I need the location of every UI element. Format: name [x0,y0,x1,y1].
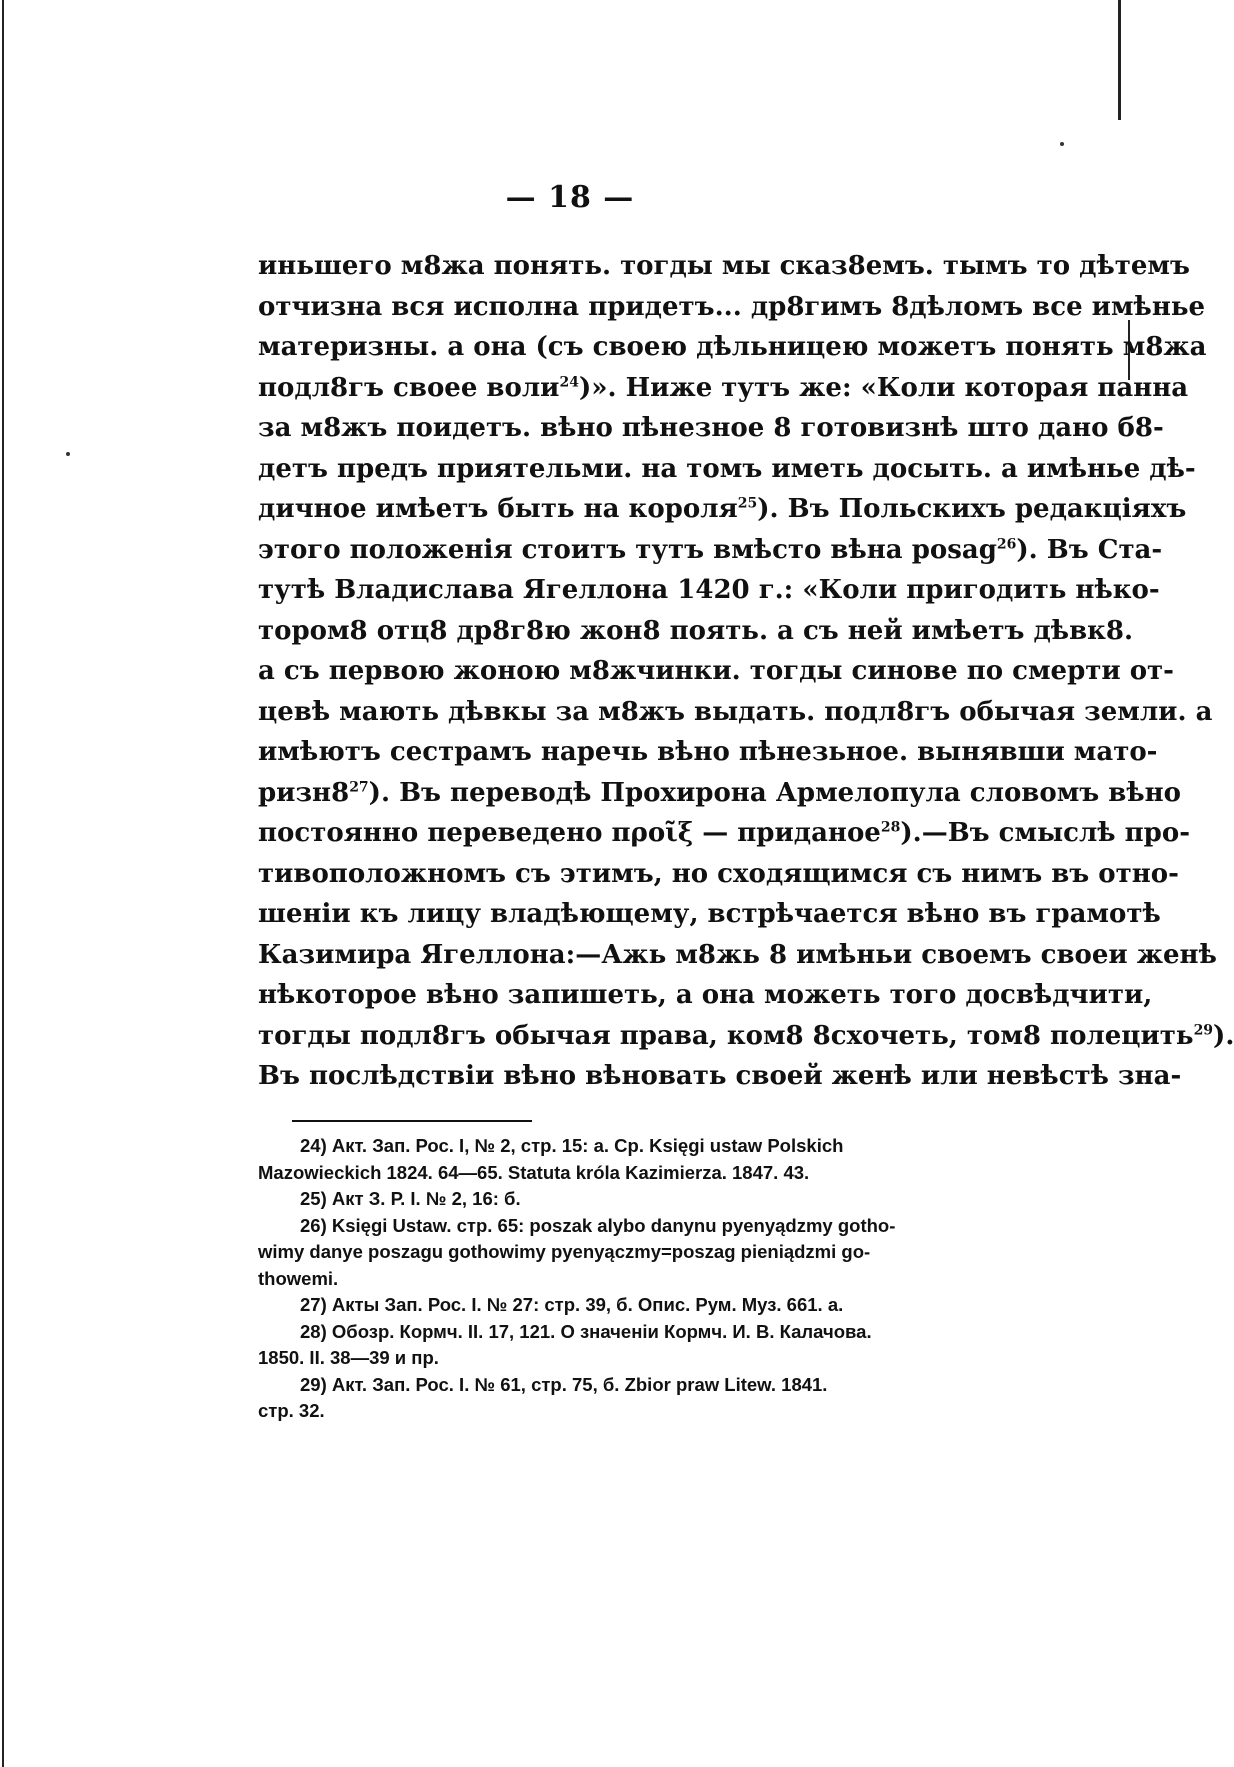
text-line-tail: ). Въ Ста- [1016,534,1163,565]
text-line-tail: ). Въ Польскихъ редакціяхъ [757,494,1187,524]
footnote-ref: 25 [737,495,758,512]
text-line [258,894,1161,935]
text-line [258,813,1190,854]
text-line [258,773,1181,814]
main-text [258,246,1234,1097]
text-line-main: иньшего м8жа понять. тогды мы сказ8емъ. тымъ то дѣтемъ [258,251,1190,281]
text-line [258,975,1153,1016]
text-line-main: Казимира Ягеллона:—Ажь м8жь 8 имѣньи своемъ своеи женѣ [258,939,1217,970]
text-line [258,854,1179,895]
text-line [258,935,1217,976]
footnote-ref: 26 [996,535,1017,552]
text-line [258,1056,1182,1097]
text-line-main: ризн8 [258,777,350,808]
text-line [258,651,1174,692]
footnote-line: 28) Обозр. Кормч. II. 17, 121. О значеніи Кормч. И. В. Калачова. [300,1320,872,1342]
footnote-line: стр. 32. [258,1400,325,1421]
text-line-main: материзны. а она (съ своею дѣльницею можетъ понять м8жа [258,332,1207,362]
text-line-main: за м8жъ поидетъ. вѣно пѣнезное 8 готовизнѣ што дано б8- [258,413,1164,443]
text-line [258,570,1160,611]
text-line [258,449,1196,490]
text-line [258,1016,1234,1057]
footnote-line: wimy danye poszagu gothowimy pyenyączmy=poszag pieniądzmi go- [258,1241,871,1262]
margin-speck [66,452,70,456]
text-line-tail: ). [1213,1020,1234,1051]
text-line-main: тивоположномъ съ этимъ, но сходящимся съ нимъ въ отно- [258,858,1179,889]
text-line-main: нѣкоторое вѣно запишеть, а она можеть того досвѣдчити, [258,980,1153,1010]
text-line [258,530,1163,571]
text-line [258,732,1158,773]
text-line-main: тутѣ Владислава Ягеллона 1420 г.: «Коли пригодить нѣко- [258,575,1160,605]
text-line [258,368,1189,409]
margin-speck [1060,142,1064,146]
footnote-ref: 28 [880,819,901,836]
text-line-tail: ).—Въ смыслѣ про- [900,818,1190,848]
text-line [258,611,1134,652]
text-line-main: детъ предъ приятельми. на томъ иметь досыть. а имѣнье дѣ- [258,453,1196,484]
footnotes [258,1133,968,1425]
footnote-line: 26) Księgi Ustaw. стр. 65: poszak alybo danynu pyenyądzmy gotho- [300,1214,896,1236]
text-line-main: цевѣ мають дѣвкы за м8жъ выдать. подл8гъ обычая земли. а [258,696,1213,727]
text-line-tail: ). Въ переводѣ Прохирона Армелопула словомъ вѣно [368,777,1181,808]
page-number: — 18 — [505,180,635,215]
text-line-main: тором8 отц8 др8г8ю жон8 поять. а съ ней имѣетъ дѣвк8. [258,615,1134,646]
text-line [258,692,1213,733]
text-line-main: этого положенія стоитъ тутъ вмѣсто вѣна posag [258,534,997,565]
right-page-edge [1118,0,1121,120]
text-line-main: дичное имѣетъ быть на короля [258,494,738,524]
text-line [258,408,1164,449]
text-line-main: Въ послѣдствіи вѣно вѣновать своей женѣ или невѣстѣ зна- [258,1061,1182,1091]
left-page-edge [2,0,4,1767]
text-line [258,287,1206,328]
footnote-line: thowemi. [258,1267,339,1289]
text-line-main: а съ первою жоною м8жчинки. тогды синове по смерти от- [258,656,1174,686]
text-line-main: тогды подл8гъ обычая права, ком8 8схочеть, том8 полецить [258,1020,1194,1051]
text-line [258,489,1187,530]
text-line-main: шеніи къ лицу владѣющему, встрѣчается вѣно въ грамотѣ [258,899,1161,929]
footnote-ref: 24 [559,373,579,390]
text-line-tail: )». Ниже тутъ же: «Коли которая панна [578,372,1189,403]
text-line [258,246,1190,287]
footnote-line: 27) Акты Зап. Рос. I. № 27: стр. 39, б. Опис. Рум. Муз. 661. а. [300,1294,844,1315]
footnote-ref: 29 [1193,1021,1214,1038]
footnote-line: 25) Акт З. Р. I. № 2, 16: б. [300,1188,521,1209]
text-line-main: отчизна вся исполна придетъ... др8гимъ 8дѣломъ все имѣнье [258,291,1206,322]
footnote-line: Mazowieckich 1824. 64—65. Statuta króla Kazimierza. 1847. 43. [258,1161,810,1183]
footnote-ref: 27 [349,778,369,795]
text-line-main: подл8гъ своее воли [258,372,560,403]
text-line-main: имѣютъ сестрамъ наречь вѣно пѣнезьное. вынявши мато- [258,737,1158,767]
footnote-line: 1850. II. 38—39 и пр. [258,1347,439,1368]
text-line-main: постоянно переведено προῖξ — приданое [258,818,881,848]
footnote-line: 29) Акт. Зап. Рос. I. № 61, стр. 75, б. Zbior praw Litew. 1841. [300,1373,828,1395]
footnote-separator [292,1120,532,1122]
footnote-line: 24) Акт. Зап. Рос. I, № 2, стр. 15: а. Ср. Księgi ustaw Polskich [300,1135,844,1156]
text-line [258,327,1207,368]
